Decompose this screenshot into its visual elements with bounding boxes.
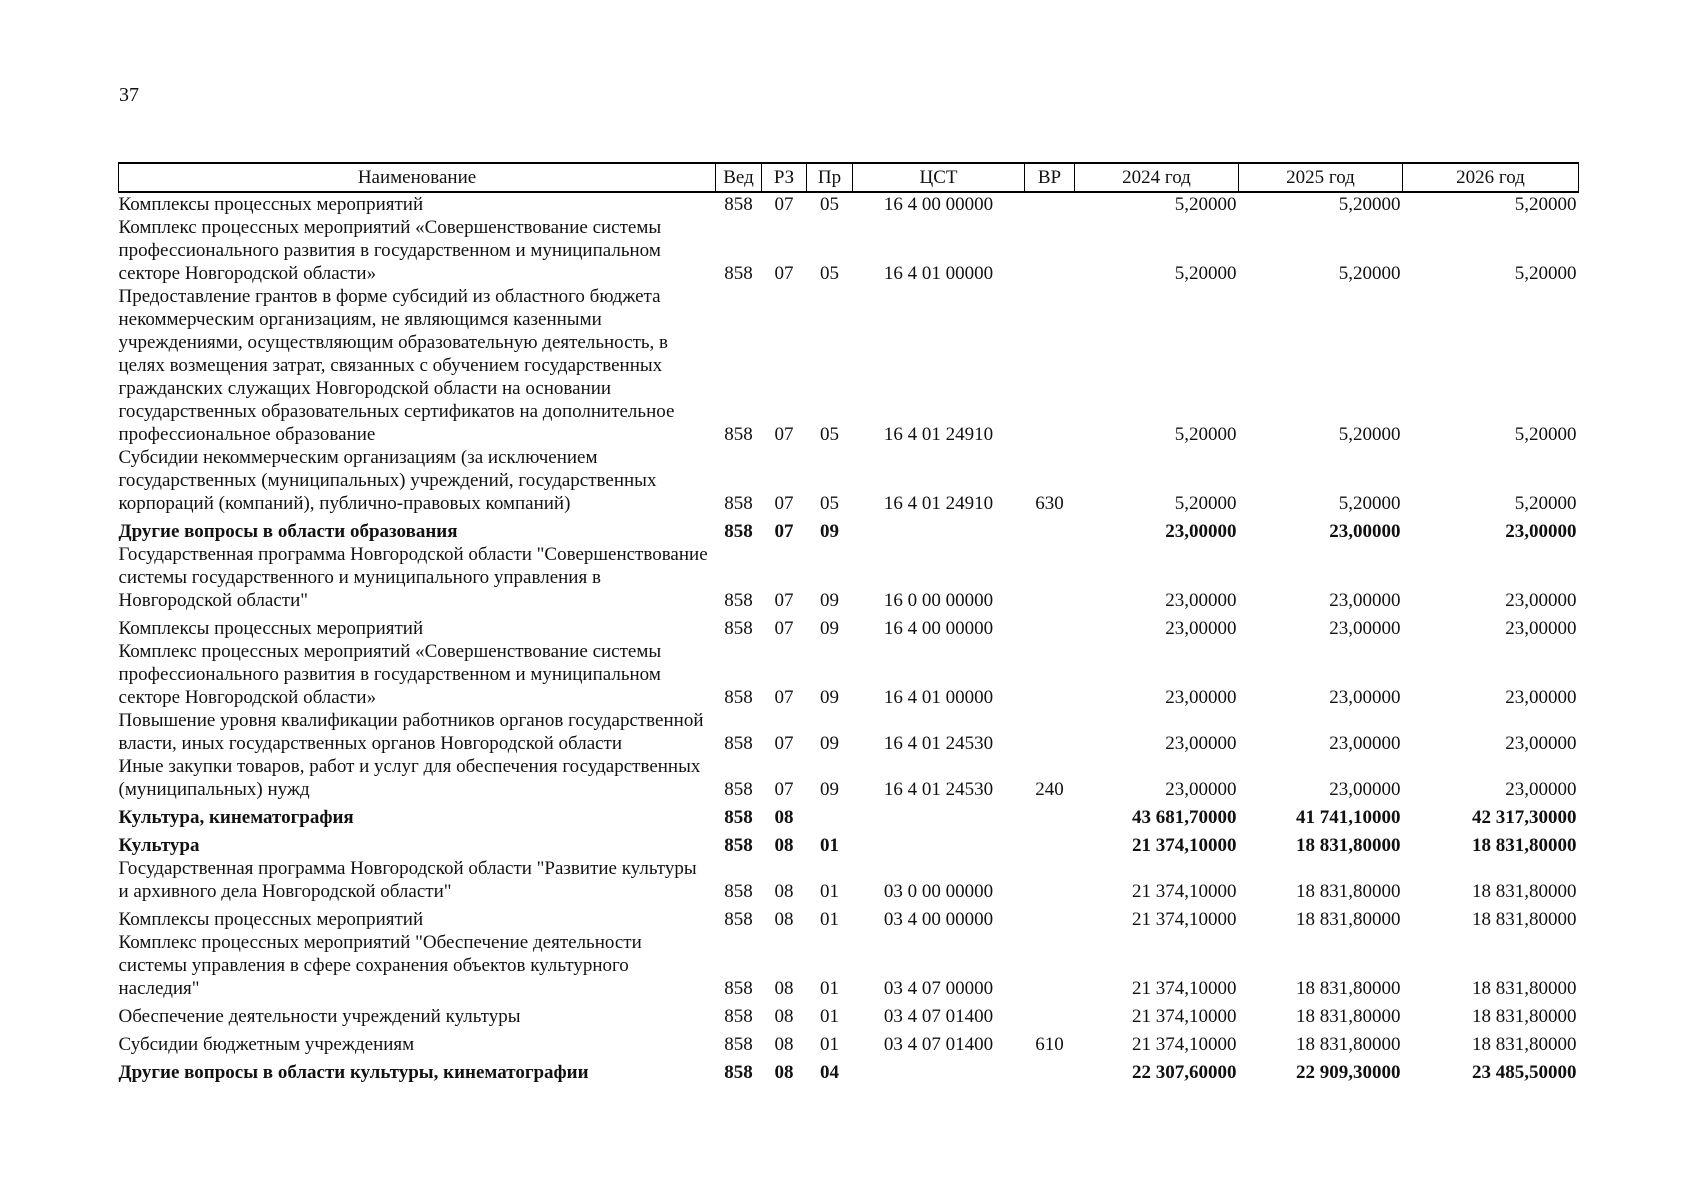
cell-rz: 08 bbox=[774, 1006, 794, 1027]
cell-name: Предоставление грантов в форме субсидий из областного бюджета некоммерческим организациям, не являющимся казенными учреждениями, осуществляющим образовательную деятельность, в целях возмещения затрат, связанных с обучением государственных гражданских служащих Новгородской области на основании государственных образовательных сертификатов на дополнительное профессиональное образование bbox=[118, 286, 675, 445]
cell-ved: 858 bbox=[724, 1006, 753, 1027]
cell-vr: 610 bbox=[1035, 1034, 1064, 1055]
header-2025: 2025 год bbox=[1239, 163, 1403, 192]
cell-ved: 858 bbox=[724, 779, 753, 800]
cell-rz: 08 bbox=[774, 881, 794, 902]
cell-name: Комплекс процессных мероприятий "Обеспечение деятельности системы управления в сфере сохранения объектов культурного наследия" bbox=[118, 932, 642, 999]
cell-2026: 5,20000 bbox=[1514, 194, 1577, 215]
header-cst: ЦСТ bbox=[853, 163, 1025, 192]
cell-cst: 16 4 01 24910 bbox=[883, 424, 994, 445]
cell-2026: 18 831,80000 bbox=[1472, 835, 1577, 856]
cell-pr: 09 bbox=[820, 618, 839, 639]
table-row bbox=[119, 709, 1579, 755]
cell-2026: 5,20000 bbox=[1514, 263, 1577, 284]
cell-ved: 858 bbox=[724, 687, 753, 708]
cell-rz: 07 bbox=[774, 618, 794, 639]
cell-cst: 16 4 00 00000 bbox=[883, 618, 994, 639]
cell-cst: 16 4 01 24910 bbox=[883, 493, 994, 514]
cell-2026: 23,00000 bbox=[1505, 618, 1577, 639]
table-row bbox=[119, 446, 1579, 515]
header-ved: Вед bbox=[716, 163, 762, 192]
table-row bbox=[119, 931, 1579, 1000]
cell-2025: 23,00000 bbox=[1329, 590, 1401, 611]
cell-rz: 08 bbox=[774, 978, 794, 999]
header-row bbox=[119, 163, 1579, 192]
cell-vr: 630 bbox=[1035, 493, 1064, 514]
cell-vr bbox=[1025, 1056, 1075, 1084]
cell-2025: 18 831,80000 bbox=[1296, 1034, 1401, 1055]
cell-vr bbox=[1025, 192, 1075, 216]
cell-vr bbox=[1025, 216, 1075, 285]
cell-2025: 18 831,80000 bbox=[1296, 835, 1401, 856]
cell-2026: 18 831,80000 bbox=[1472, 1006, 1577, 1027]
cell-2024: 43 681,70000 bbox=[1132, 807, 1237, 828]
cell-rz: 07 bbox=[774, 779, 794, 800]
cell-name: Культура, кинематография bbox=[118, 807, 354, 828]
cell-2025: 23,00000 bbox=[1329, 618, 1401, 639]
budget-table bbox=[118, 162, 1579, 1084]
cell-2024: 23,00000 bbox=[1165, 521, 1237, 542]
cell-cst: 16 0 00 00000 bbox=[883, 590, 994, 611]
cell-2025: 23,00000 bbox=[1329, 687, 1401, 708]
cell-2025: 5,20000 bbox=[1338, 424, 1401, 445]
table-row bbox=[119, 612, 1579, 640]
cell-name: Комплекс процессных мероприятий «Совершенствование системы профессионального развития в государственном и муниципальном секторе Новгородской области» bbox=[118, 217, 662, 284]
cell-2026: 18 831,80000 bbox=[1472, 881, 1577, 902]
cell-2024: 22 307,60000 bbox=[1132, 1062, 1237, 1083]
cell-cst bbox=[853, 1056, 1025, 1084]
cell-pr: 05 bbox=[820, 424, 839, 445]
cell-ved: 858 bbox=[724, 733, 753, 754]
table-row bbox=[119, 903, 1579, 931]
cell-vr bbox=[1025, 285, 1075, 446]
cell-rz: 08 bbox=[774, 909, 794, 930]
cell-name: Государственная программа Новгородской области "Совершенствование системы государственного и муниципального управления в Новгородской области" bbox=[118, 544, 708, 611]
cell-2026: 42 317,30000 bbox=[1472, 807, 1577, 828]
cell-2024: 23,00000 bbox=[1165, 590, 1237, 611]
cell-2024: 21 374,10000 bbox=[1132, 909, 1237, 930]
cell-pr: 04 bbox=[820, 1062, 839, 1083]
cell-cst: 16 4 00 00000 bbox=[883, 194, 994, 215]
cell-vr bbox=[1025, 515, 1075, 543]
header-2024: 2024 год bbox=[1075, 163, 1239, 192]
table-row bbox=[119, 285, 1579, 446]
table-row bbox=[119, 829, 1579, 857]
cell-name: Комплексы процессных мероприятий bbox=[118, 194, 424, 215]
cell-ved: 858 bbox=[724, 493, 753, 514]
cell-rz: 07 bbox=[774, 424, 794, 445]
cell-pr bbox=[807, 801, 853, 829]
cell-2026: 23 485,50000 bbox=[1472, 1062, 1577, 1083]
header-vr: ВР bbox=[1025, 163, 1075, 192]
cell-pr: 09 bbox=[820, 733, 839, 754]
table-row bbox=[119, 1000, 1579, 1028]
cell-vr bbox=[1025, 903, 1075, 931]
cell-rz: 07 bbox=[774, 733, 794, 754]
cell-2025: 5,20000 bbox=[1338, 263, 1401, 284]
table-row bbox=[119, 216, 1579, 285]
cell-name: Культура bbox=[118, 835, 200, 856]
header-pr: Пр bbox=[807, 163, 853, 192]
cell-cst: 16 4 01 00000 bbox=[883, 687, 994, 708]
cell-2024: 21 374,10000 bbox=[1132, 1034, 1237, 1055]
cell-cst: 03 4 07 01400 bbox=[883, 1034, 994, 1055]
cell-rz: 08 bbox=[774, 807, 794, 828]
cell-pr: 01 bbox=[820, 835, 839, 856]
cell-rz: 07 bbox=[774, 687, 794, 708]
header-2026: 2026 год bbox=[1403, 163, 1579, 192]
cell-2025: 5,20000 bbox=[1338, 493, 1401, 514]
cell-pr: 01 bbox=[820, 1034, 839, 1055]
cell-vr bbox=[1025, 543, 1075, 612]
cell-2024: 5,20000 bbox=[1174, 424, 1237, 445]
cell-pr: 09 bbox=[820, 687, 839, 708]
cell-cst bbox=[853, 515, 1025, 543]
cell-cst bbox=[853, 801, 1025, 829]
table-row bbox=[119, 543, 1579, 612]
cell-2025: 18 831,80000 bbox=[1296, 1006, 1401, 1027]
cell-cst: 03 4 07 01400 bbox=[883, 1006, 994, 1027]
cell-ved: 858 bbox=[724, 807, 753, 828]
cell-cst: 16 4 01 24530 bbox=[883, 779, 994, 800]
cell-2025: 22 909,30000 bbox=[1296, 1062, 1401, 1083]
table-body bbox=[119, 192, 1579, 1084]
cell-ved: 858 bbox=[724, 424, 753, 445]
cell-ved: 858 bbox=[724, 1062, 753, 1083]
cell-rz: 08 bbox=[774, 1062, 794, 1083]
cell-2026: 23,00000 bbox=[1505, 733, 1577, 754]
cell-2025: 41 741,10000 bbox=[1296, 807, 1401, 828]
cell-pr: 05 bbox=[820, 194, 839, 215]
cell-2024: 5,20000 bbox=[1174, 263, 1237, 284]
cell-name: Повышение уровня квалификации работников органов государственной власти, иных государственных органов Новгородской области bbox=[118, 710, 704, 754]
cell-ved: 858 bbox=[724, 881, 753, 902]
cell-2026: 23,00000 bbox=[1505, 779, 1577, 800]
cell-2024: 23,00000 bbox=[1165, 687, 1237, 708]
cell-vr bbox=[1025, 801, 1075, 829]
cell-vr: 240 bbox=[1035, 779, 1064, 800]
table-row bbox=[119, 755, 1579, 801]
cell-ved: 858 bbox=[724, 618, 753, 639]
header-rz: РЗ bbox=[762, 163, 807, 192]
cell-pr: 01 bbox=[820, 909, 839, 930]
cell-rz: 07 bbox=[774, 493, 794, 514]
cell-pr: 01 bbox=[820, 1006, 839, 1027]
cell-ved: 858 bbox=[724, 1034, 753, 1055]
cell-ved: 858 bbox=[724, 978, 753, 999]
table-row bbox=[119, 1028, 1579, 1056]
cell-2026: 23,00000 bbox=[1505, 590, 1577, 611]
table-row bbox=[119, 801, 1579, 829]
cell-2024: 21 374,10000 bbox=[1132, 978, 1237, 999]
cell-2025: 18 831,80000 bbox=[1296, 978, 1401, 999]
table-row bbox=[119, 640, 1579, 709]
cell-rz: 07 bbox=[774, 194, 794, 215]
cell-pr: 09 bbox=[820, 521, 839, 542]
cell-2026: 23,00000 bbox=[1505, 687, 1577, 708]
cell-cst: 16 4 01 00000 bbox=[883, 263, 994, 284]
cell-name: Иные закупки товаров, работ и услуг для обеспечения государственных (муниципальных) нужд bbox=[118, 756, 701, 800]
budget-table-sheet bbox=[118, 162, 1578, 1084]
table-row bbox=[119, 515, 1579, 543]
cell-cst: 03 4 07 00000 bbox=[883, 978, 994, 999]
table-header bbox=[119, 163, 1579, 192]
cell-name: Субсидии некоммерческим организациям (за исключением государственных (муниципальных) учреждений, государственных корпораций (компаний), публично-правовых компаний) bbox=[118, 447, 657, 514]
cell-cst: 16 4 01 24530 bbox=[883, 733, 994, 754]
cell-2024: 23,00000 bbox=[1165, 618, 1237, 639]
cell-name: Комплексы процессных мероприятий bbox=[118, 909, 424, 930]
cell-2026: 18 831,80000 bbox=[1472, 978, 1577, 999]
cell-name: Другие вопросы в области образования bbox=[118, 521, 458, 542]
cell-ved: 858 bbox=[724, 909, 753, 930]
cell-pr: 01 bbox=[820, 978, 839, 999]
cell-rz: 07 bbox=[774, 521, 794, 542]
cell-2024: 21 374,10000 bbox=[1132, 1006, 1237, 1027]
cell-2024: 23,00000 bbox=[1165, 779, 1237, 800]
cell-name: Государственная программа Новгородской области "Развитие культуры и архивного дела Новгородской области" bbox=[118, 858, 697, 902]
cell-name: Комплексы процессных мероприятий bbox=[118, 618, 424, 639]
cell-2025: 23,00000 bbox=[1329, 521, 1401, 542]
cell-vr bbox=[1025, 829, 1075, 857]
cell-pr: 05 bbox=[820, 493, 839, 514]
cell-name: Комплекс процессных мероприятий «Совершенствование системы профессионального развития в государственном и муниципальном секторе Новгородской области» bbox=[118, 641, 662, 708]
cell-2025: 18 831,80000 bbox=[1296, 881, 1401, 902]
cell-vr bbox=[1025, 612, 1075, 640]
cell-2024: 5,20000 bbox=[1174, 194, 1237, 215]
cell-2025: 23,00000 bbox=[1329, 733, 1401, 754]
cell-2025: 18 831,80000 bbox=[1296, 909, 1401, 930]
cell-2024: 21 374,10000 bbox=[1132, 881, 1237, 902]
cell-2026: 5,20000 bbox=[1514, 493, 1577, 514]
cell-rz: 08 bbox=[774, 835, 794, 856]
cell-rz: 07 bbox=[774, 590, 794, 611]
cell-2026: 23,00000 bbox=[1505, 521, 1577, 542]
cell-pr: 05 bbox=[820, 263, 839, 284]
cell-name: Обеспечение деятельности учреждений культуры bbox=[118, 1006, 521, 1027]
cell-name: Субсидии бюджетным учреждениям bbox=[118, 1034, 415, 1055]
page-number: 37 bbox=[119, 84, 139, 106]
cell-rz: 08 bbox=[774, 1034, 794, 1055]
cell-cst: 03 4 00 00000 bbox=[883, 909, 994, 930]
cell-2025: 5,20000 bbox=[1338, 194, 1401, 215]
table-row bbox=[119, 857, 1579, 903]
cell-vr bbox=[1025, 709, 1075, 755]
table-row bbox=[119, 192, 1579, 216]
cell-vr bbox=[1025, 1000, 1075, 1028]
cell-2024: 5,20000 bbox=[1174, 493, 1237, 514]
cell-ved: 858 bbox=[724, 194, 753, 215]
cell-ved: 858 bbox=[724, 590, 753, 611]
cell-2024: 21 374,10000 bbox=[1132, 835, 1237, 856]
cell-2026: 18 831,80000 bbox=[1472, 909, 1577, 930]
cell-pr: 01 bbox=[820, 881, 839, 902]
cell-vr bbox=[1025, 857, 1075, 903]
cell-2025: 23,00000 bbox=[1329, 779, 1401, 800]
cell-rz: 07 bbox=[774, 263, 794, 284]
cell-2026: 18 831,80000 bbox=[1472, 1034, 1577, 1055]
cell-ved: 858 bbox=[724, 521, 753, 542]
cell-vr bbox=[1025, 931, 1075, 1000]
cell-2026: 5,20000 bbox=[1514, 424, 1577, 445]
table-row bbox=[119, 1056, 1579, 1084]
cell-name: Другие вопросы в области культуры, кинематографии bbox=[118, 1062, 589, 1083]
cell-vr bbox=[1025, 640, 1075, 709]
cell-cst: 03 0 00 00000 bbox=[883, 881, 994, 902]
cell-2024: 23,00000 bbox=[1165, 733, 1237, 754]
header-name: Наименование bbox=[119, 163, 716, 192]
cell-pr: 09 bbox=[820, 590, 839, 611]
cell-ved: 858 bbox=[724, 263, 753, 284]
cell-ved: 858 bbox=[724, 835, 753, 856]
cell-cst bbox=[853, 829, 1025, 857]
cell-pr: 09 bbox=[820, 779, 839, 800]
